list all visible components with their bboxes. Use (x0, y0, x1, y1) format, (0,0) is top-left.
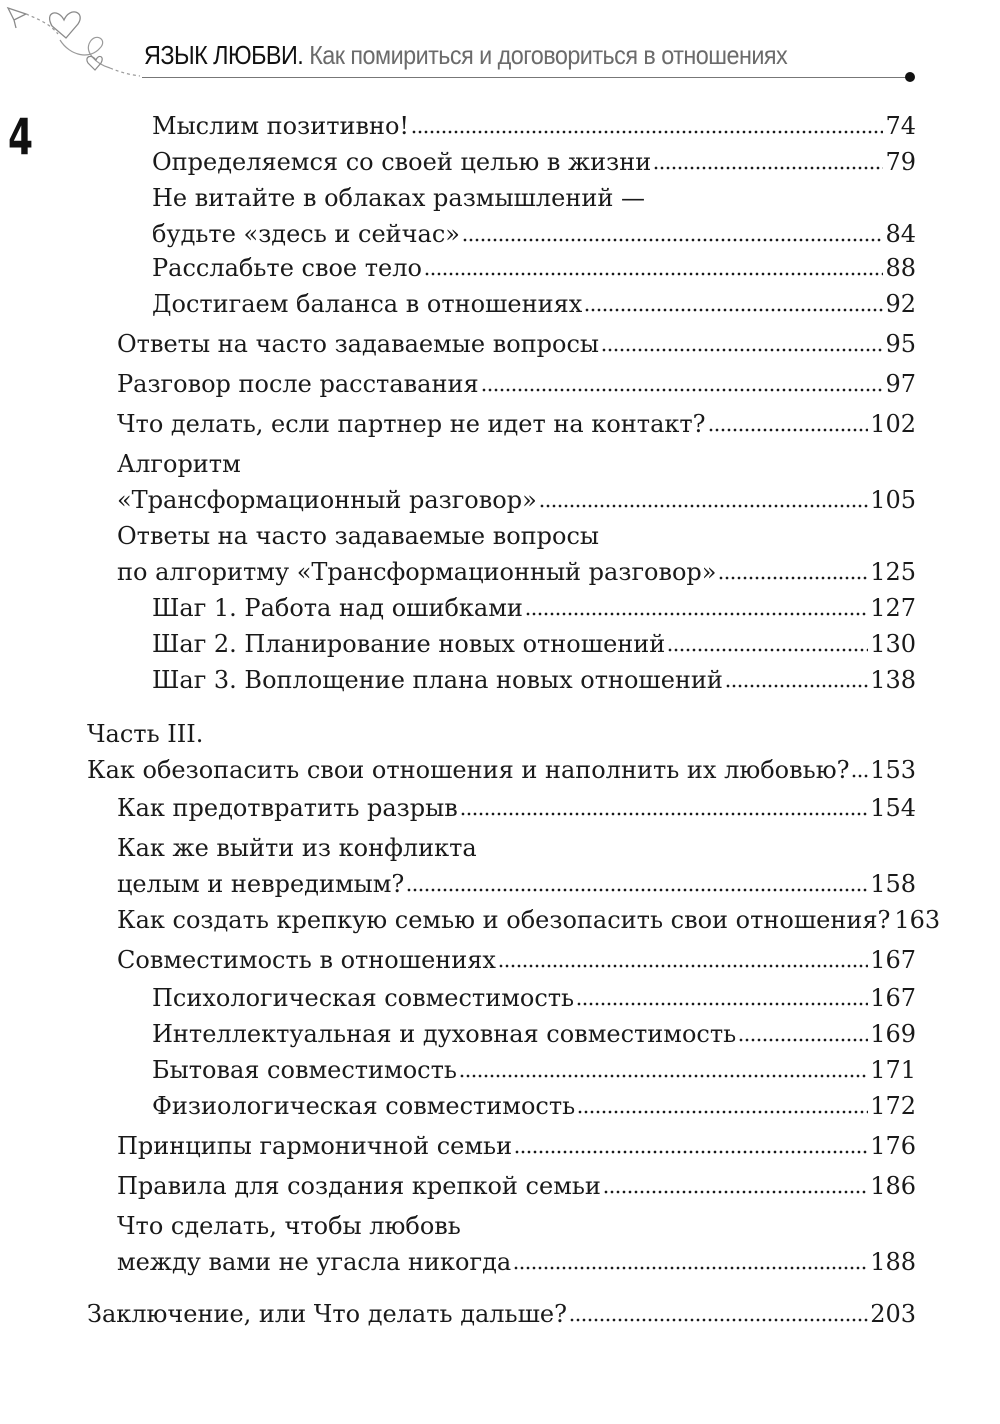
toc-entry-page: 203 (870, 1300, 916, 1328)
toc-entry-line (152, 590, 916, 626)
toc-entry-title: Заключение, или Что делать дальше? (87, 1300, 567, 1328)
toc-entry-line (152, 1088, 916, 1124)
toc-entry-title: Достигаем баланса в отношениях (152, 290, 583, 318)
toc-entry-line (117, 518, 916, 554)
toc-entry (152, 180, 916, 252)
toc-entry-title: Как обезопасить свои отношения и наполнить их любовью? (87, 756, 850, 784)
toc-entry-page: 167 (870, 946, 916, 974)
toc-entry-line (117, 554, 916, 590)
toc-entry-title: целым и невредимым? (117, 870, 405, 898)
toc-entry-line (117, 406, 916, 442)
toc-entry-title: Не витайте в облаках размышлений — (152, 184, 645, 212)
toc-entry-line (152, 108, 916, 144)
dot-leader (653, 165, 883, 171)
toc-entry (152, 250, 916, 286)
dot-leader (725, 683, 868, 689)
dot-leader (569, 1317, 868, 1323)
toc-entry-title: Мыслим позитивно! (152, 112, 410, 140)
toc-entry (152, 626, 916, 662)
book-subtitle: Как помириться и договориться в отношениях (309, 40, 788, 70)
dot-leader (460, 811, 868, 817)
toc-entry-line (87, 716, 916, 752)
toc-entry (117, 366, 916, 402)
dot-leader (667, 647, 868, 653)
toc-entry (152, 108, 916, 144)
toc-entry-title: по алгоритму «Трансформационный разговор» (117, 558, 717, 586)
toc-entry-title: между вами не угасла никогда (117, 1248, 512, 1276)
toc-entry-title: Совместимость в отношениях (117, 946, 496, 974)
toc-entry-title: Что делать, если партнер не идет на контакт? (117, 410, 706, 438)
toc-entry-title: Шаг 1. Работа над ошибками (152, 594, 523, 622)
toc-entry-line (152, 626, 916, 662)
toc-entry-line (152, 1052, 916, 1088)
toc-entry-title: «Трансформационный разговор» (117, 486, 537, 514)
toc-entry (87, 716, 916, 788)
toc-entry-line (117, 446, 916, 482)
toc-entry-line (117, 1168, 916, 1204)
toc-entry-title: Как создать крепкую семью и обезопасить свои отношения? (117, 906, 891, 934)
toc-entry-line (152, 144, 916, 180)
dot-leader (708, 427, 869, 433)
toc-entry (117, 518, 916, 590)
dot-leader (539, 503, 868, 509)
toc-entry (117, 790, 916, 826)
toc-entry-line (117, 902, 941, 938)
page-number: 4 (8, 108, 34, 166)
toc-entry-line (152, 250, 916, 286)
toc-entry (117, 406, 916, 442)
toc-entry-title: Правила для создания крепкой семьи (117, 1172, 601, 1200)
toc-entry (117, 902, 941, 938)
toc-entry (152, 980, 916, 1016)
dot-leader (498, 963, 868, 969)
toc-entry-line (152, 180, 916, 216)
dot-leader (459, 1073, 868, 1079)
toc-entry-page: 127 (870, 594, 916, 622)
toc-entry-title: Бытовая совместимость (152, 1056, 457, 1084)
dot-leader (603, 1189, 868, 1195)
toc-entry-page: 171 (870, 1056, 916, 1084)
toc-entry-title: Принципы гармоничной семьи (117, 1132, 513, 1160)
toc-entry-page: 188 (870, 1248, 916, 1276)
toc-entry-line (152, 662, 916, 698)
dot-leader (513, 1265, 868, 1271)
dot-leader (738, 1037, 868, 1043)
toc-entry (117, 446, 916, 518)
toc-entry (117, 1208, 916, 1280)
toc-entry-page: 92 (885, 290, 916, 318)
toc-entry (152, 1052, 916, 1088)
toc-entry (152, 144, 916, 180)
toc-entry-line (117, 1128, 916, 1164)
dot-leader (424, 271, 884, 277)
toc-entry-line (152, 980, 916, 1016)
toc-entry (152, 286, 916, 322)
toc-entry-line (117, 790, 916, 826)
toc-entry-title: Ответы на часто задаваемые вопросы (117, 522, 600, 550)
toc-entry (117, 1168, 916, 1204)
toc-entry-page: 97 (885, 370, 916, 398)
toc-entry-title: Шаг 2. Планирование новых отношений (152, 630, 666, 658)
toc-entry (117, 942, 916, 978)
toc-entry-title: Как же выйти из конфликта (117, 834, 477, 862)
toc-entry-line (152, 216, 916, 252)
dot-leader (481, 387, 884, 393)
toc-entry-title: Алгоритм (117, 450, 241, 478)
toc-entry (117, 326, 916, 362)
toc-entry-page: 172 (870, 1092, 916, 1120)
toc-entry-title: Физиологическая совместимость (152, 1092, 576, 1120)
toc-entry-title: Разговор после расставания (117, 370, 479, 398)
toc-entry (152, 662, 916, 698)
toc-entry-line (152, 1016, 916, 1052)
toc-entry-title: Что сделать, чтобы любовь (117, 1212, 461, 1240)
toc-entry-line (117, 1244, 916, 1280)
toc-entry-title: Расслабьте свое тело (152, 254, 422, 282)
toc-entry-page: 154 (870, 794, 916, 822)
dot-leader (718, 575, 868, 581)
toc-entry-title: Интеллектуальная и духовная совместимость (152, 1020, 737, 1048)
toc-entry (152, 1088, 916, 1124)
toc-entry-title: будьте «здесь и сейчас» (152, 220, 460, 248)
toc-entry-line (117, 942, 916, 978)
dot-leader (851, 773, 868, 779)
toc-entry-page: 130 (870, 630, 916, 658)
toc-entry-page: 176 (870, 1132, 916, 1160)
dot-leader (584, 307, 883, 313)
dot-leader (601, 347, 883, 353)
toc-entry-line (117, 366, 916, 402)
toc-entry-line (117, 326, 916, 362)
dot-leader (577, 1109, 868, 1115)
dot-leader (525, 611, 868, 617)
toc-entry-page: 74 (885, 112, 916, 140)
toc-entry-page: 138 (870, 666, 916, 694)
toc-entry-line (87, 752, 916, 788)
toc-entry (117, 830, 916, 902)
dot-leader (411, 129, 883, 135)
toc-entry-page: 125 (870, 558, 916, 586)
toc-entry-title: Шаг 3. Воплощение плана новых отношений (152, 666, 723, 694)
toc-entry-page: 167 (870, 984, 916, 1012)
toc-entry (117, 1128, 916, 1164)
toc-entry-line (117, 830, 916, 866)
toc-entry-line (152, 286, 916, 322)
toc-entry-page: 158 (870, 870, 916, 898)
toc-entry-page: 102 (870, 410, 916, 438)
toc-entry-page: 186 (870, 1172, 916, 1200)
toc-entry-page: 88 (885, 254, 916, 282)
toc-entry-title: Часть III. (87, 720, 204, 748)
toc-entry-title: Как предотвратить разрыв (117, 794, 458, 822)
toc-entry-page: 84 (885, 220, 916, 248)
toc-entry-page: 169 (870, 1020, 916, 1048)
toc-entry-line (117, 1208, 916, 1244)
toc-entry-page: 105 (870, 486, 916, 514)
toc-entry-title: Психологическая совместимость (152, 984, 575, 1012)
toc-entry-page: 163 (894, 906, 941, 934)
toc-entry-title: Определяемся со своей целью в жизни (152, 148, 652, 176)
toc-entry (87, 1296, 916, 1332)
toc-entry-line (117, 482, 916, 518)
toc-entry-line (87, 1296, 916, 1332)
toc-entry-page: 79 (885, 148, 916, 176)
toc-entry (152, 1016, 916, 1052)
toc-entry-page: 153 (870, 756, 916, 784)
dot-leader (514, 1149, 868, 1155)
toc-entry (152, 590, 916, 626)
dot-leader (462, 237, 883, 243)
toc-entry-line (117, 866, 916, 902)
toc-entry-page: 95 (885, 330, 916, 358)
book-title: ЯЗЫК ЛЮБВИ. (144, 40, 304, 70)
dot-leader (406, 887, 868, 893)
toc-entry-title: Ответы на часто задаваемые вопросы (117, 330, 600, 358)
dot-leader (576, 1001, 868, 1007)
